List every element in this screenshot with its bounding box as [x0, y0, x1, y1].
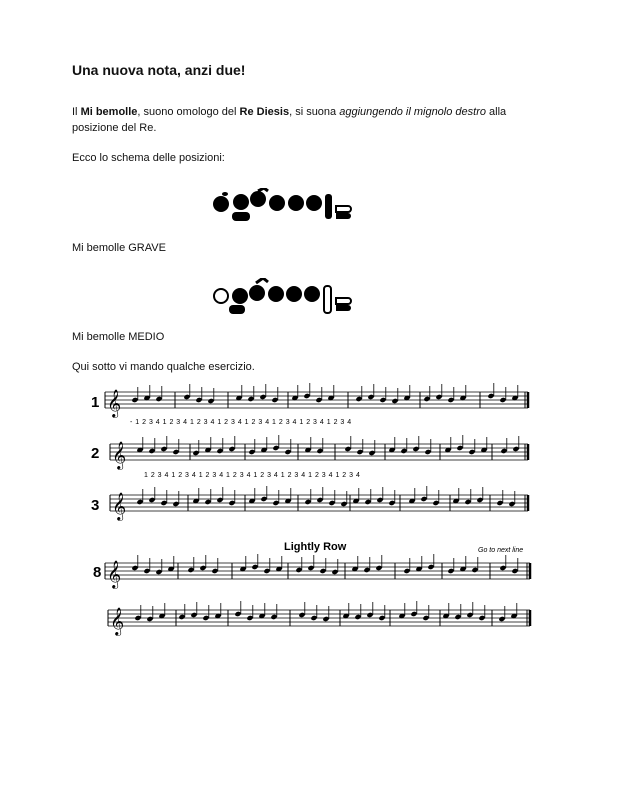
fingering-label-grave: Mi bemolle GRAVE — [72, 242, 166, 254]
fingering-chart-medio — [212, 278, 362, 318]
staff — [105, 383, 528, 418]
intro-paragraph: Il Mi bemolle, suono omologo del Re Diesis, si suona aggiungendo il mignolo destro alla posizione del Re. — [72, 106, 507, 134]
schema-label: Ecco lo schema delle posizioni: — [72, 152, 225, 164]
fingering-label-medio: Mi bemolle MEDIO — [72, 331, 165, 343]
exercise-number-1: 1 — [91, 394, 100, 411]
thumb-hole-icon — [213, 196, 229, 212]
exercise-number-3: 3 — [91, 497, 100, 514]
staff — [108, 601, 530, 636]
exercises-label: Qui sotto vi mando qualche esercizio. — [72, 361, 255, 373]
thumb-hole-icon — [214, 289, 228, 303]
fingering-numbers-2: 1 2 3 4 1 2 3 4 1 2 3 4 1 2 3 4 1 2 3 4 1 2 3 4 1 2 3 4 1 2 3 4 — [144, 472, 361, 479]
sheet-music — [0, 380, 618, 660]
note-name-re-diesis: Re Diesis — [239, 106, 290, 118]
instruction-emphasis: aggiungendo il mignolo destro — [339, 106, 486, 118]
song-instruction: Go to next line — [478, 547, 524, 554]
staff — [110, 435, 528, 470]
staff — [110, 486, 528, 521]
treble-clef-icon: 𝄞 — [112, 493, 127, 520]
treble-clef-icon: 𝄞 — [107, 390, 122, 417]
exercise-number-2: 2 — [91, 445, 100, 462]
song-number: 8 — [93, 564, 102, 581]
treble-clef-icon: 𝄞 — [107, 561, 122, 588]
fingering-chart-grave — [212, 188, 362, 224]
treble-clef-icon: 𝄞 — [110, 608, 125, 635]
treble-clef-icon: 𝄞 — [112, 442, 127, 469]
note-name-mi-bemolle: Mi bemolle — [80, 106, 138, 118]
song-title: Lightly Row — [284, 541, 347, 553]
page-title: Una nuova nota, anzi due! — [72, 62, 246, 78]
fingering-numbers-1: - 1 2 3 4 1 2 3 4 1 2 3 4 1 2 3 4 1 2 3 4 1 2 3 4 1 2 3 4 1 2 3 4 — [130, 419, 352, 426]
staff — [105, 554, 530, 589]
